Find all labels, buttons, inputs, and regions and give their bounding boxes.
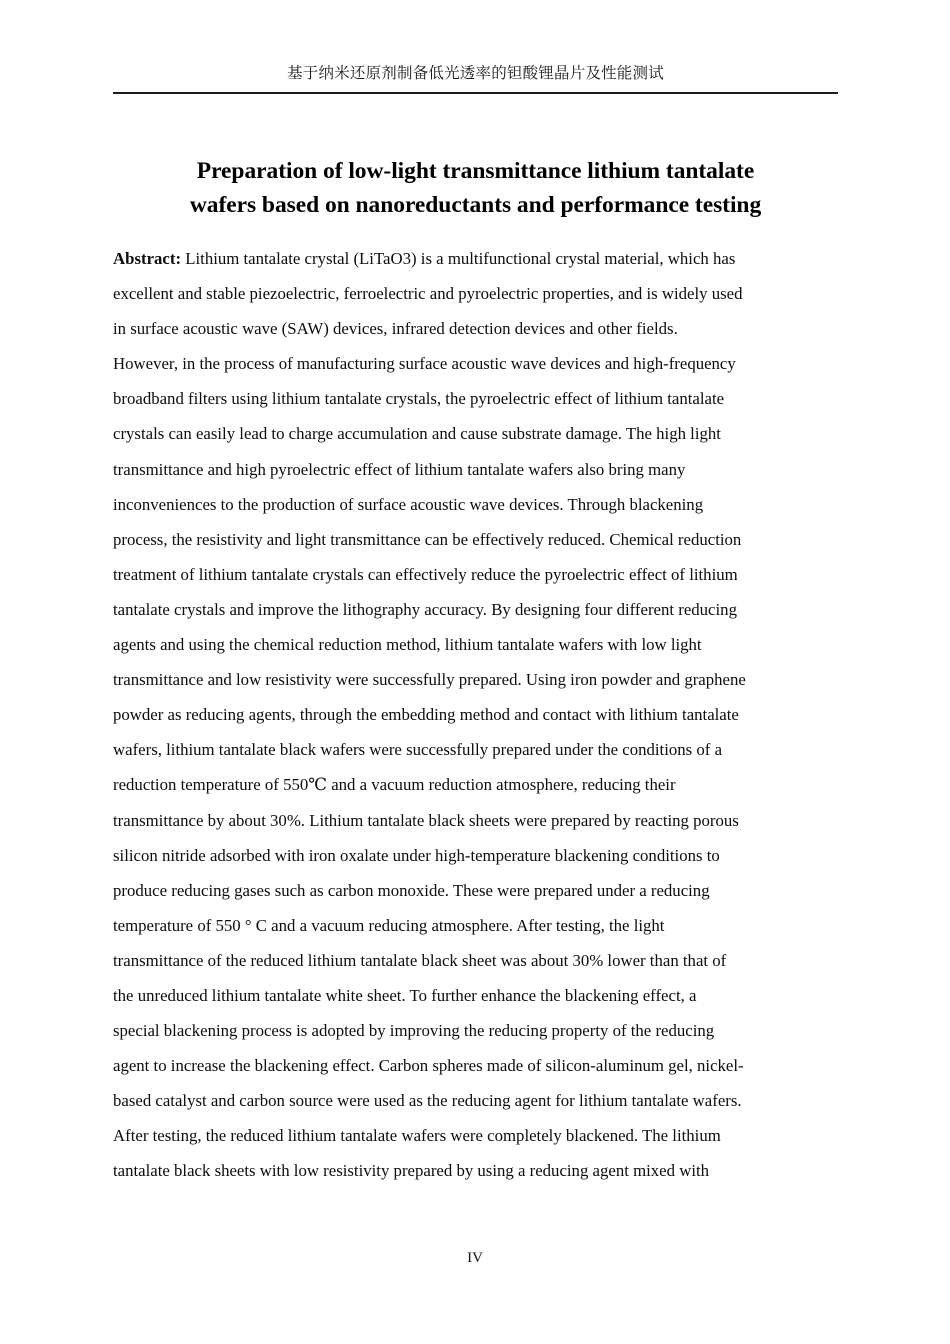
abstract-line: agent to increase the blackening effect. Carbon spheres made of silicon-aluminum gel, nickel- bbox=[113, 1056, 744, 1076]
abstract-label: Abstract: bbox=[113, 249, 182, 268]
abstract-paragraph bbox=[113, 241, 841, 1189]
abstract-line: in surface acoustic wave (SAW) devices, infrared detection devices and other fields. bbox=[113, 319, 678, 339]
abstract-line: transmittance and low resistivity were successfully prepared. Using iron powder and graphene bbox=[113, 670, 746, 690]
abstract-line: produce reducing gases such as carbon monoxide. These were prepared under a reducing bbox=[113, 880, 710, 900]
page-title bbox=[113, 154, 838, 222]
abstract-line: based catalyst and carbon source were used as the reducing agent for lithium tantalate wafers. bbox=[113, 1091, 742, 1111]
page-title-line-1: Preparation of low-light transmittance lithium tantalate bbox=[196, 157, 755, 184]
abstract-line: However, in the process of manufacturing surface acoustic wave devices and high-frequency bbox=[113, 354, 736, 374]
running-header: 基于纳米还原剂制备低光透率的钽酸锂晶片及性能测试 bbox=[287, 64, 664, 82]
abstract-line: After testing, the reduced lithium tantalate wafers were completely blackened. The lithium bbox=[113, 1126, 721, 1146]
abstract-line: inconveniences to the production of surface acoustic wave devices. Through blackening bbox=[113, 494, 704, 514]
page-title-line-2: wafers based on nanoreductants and performance testing bbox=[189, 191, 762, 218]
abstract-line: broadband filters using lithium tantalate crystals, the pyroelectric effect of lithium tantalate bbox=[113, 389, 725, 409]
page-number: IV bbox=[467, 1250, 483, 1266]
abstract-line: temperature of 550 ° C and a vacuum reducing atmosphere. After testing, the light bbox=[113, 915, 665, 935]
abstract-line: tantalate black sheets with low resistivity prepared by using a reducing agent mixed with bbox=[113, 1161, 710, 1181]
abstract-line: agents and using the chemical reduction method, lithium tantalate wafers with low light bbox=[113, 635, 702, 655]
abstract-line: tantalate crystals and improve the lithography accuracy. By designing four different reducing bbox=[113, 599, 737, 619]
abstract-line: Lithium tantalate crystal (LiTaO3) is a multifunctional crystal material, which has bbox=[181, 249, 736, 268]
abstract-line: transmittance and high pyroelectric effect of lithium tantalate wafers also bring many bbox=[113, 459, 686, 479]
abstract-section bbox=[113, 241, 841, 1189]
abstract-line: powder as reducing agents, through the embedding method and contact with lithium tantalate bbox=[113, 705, 739, 725]
abstract-line: the unreduced lithium tantalate white sheet. To further enhance the blackening effect, a bbox=[113, 985, 697, 1005]
abstract-line: reduction temperature of 550℃ and a vacuum reduction atmosphere, reducing their bbox=[113, 775, 676, 795]
abstract-body bbox=[113, 249, 841, 1189]
abstract-line: excellent and stable piezoelectric, ferroelectric and pyroelectric properties, and is widely used bbox=[113, 284, 743, 304]
abstract-line: process, the resistivity and light transmittance can be effectively reduced. Chemical reduction bbox=[113, 529, 742, 549]
abstract-line: transmittance by about 30%. Lithium tantalate black sheets were prepared by reacting porous bbox=[113, 810, 739, 830]
abstract-line: treatment of lithium tantalate crystals can effectively reduce the pyroelectric effect of lithium bbox=[113, 564, 738, 584]
abstract-line: transmittance of the reduced lithium tantalate black sheet was about 30% lower than that of bbox=[113, 950, 727, 970]
abstract-line: special blackening process is adopted by improving the reducing property of the reducing bbox=[113, 1021, 715, 1041]
abstract-line: silicon nitride adsorbed with iron oxalate under high-temperature blackening conditions to bbox=[113, 845, 720, 865]
abstract-line: wafers, lithium tantalate black wafers were successfully prepared under the conditions of a bbox=[113, 740, 723, 760]
header-rule bbox=[113, 92, 838, 94]
abstract-line: crystals can easily lead to charge accumulation and cause substrate damage. The high light bbox=[113, 424, 721, 444]
